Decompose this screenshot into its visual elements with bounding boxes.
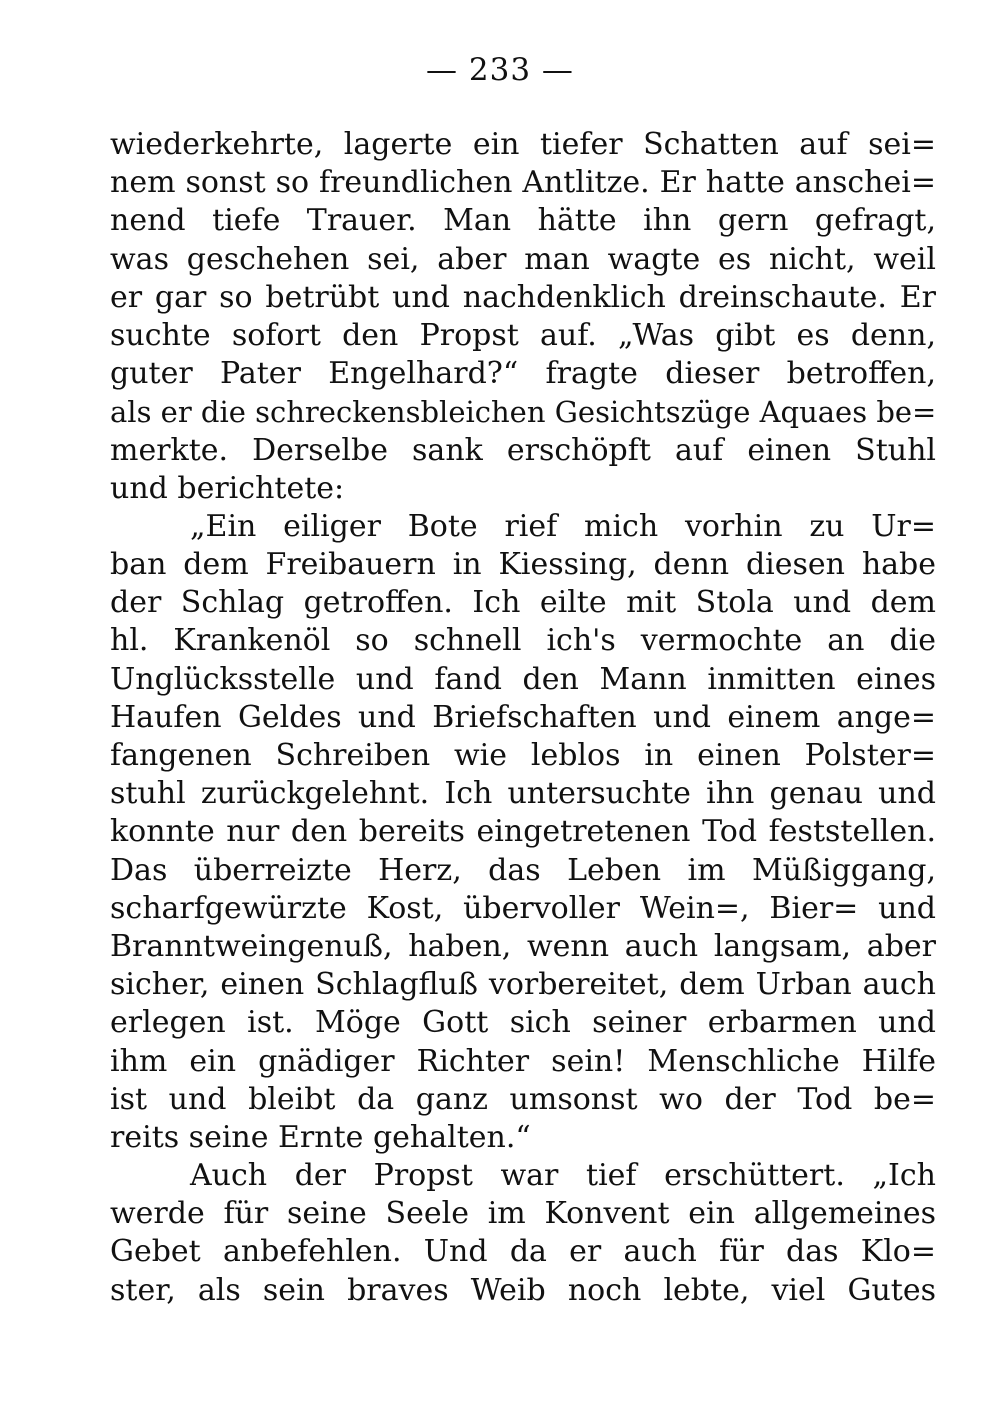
text-line: reits seine Ernte gehalten.“ xyxy=(110,1119,531,1155)
text-line: merkte. Derselbe sank erschöpft auf einen Stuhl xyxy=(110,432,936,468)
text-line: ster, als sein braves Weib noch lebte, viel Gutes xyxy=(110,1272,936,1308)
text-line: und berichtete: xyxy=(110,470,345,506)
text-line: sicher, einen Schlagfluß vorbereitet, dem Urban auch xyxy=(110,967,936,1003)
text-line: scharfgewürzte Kost, übervoller Wein=, Bier= und xyxy=(110,890,936,926)
text-line: ihm ein gnädiger Richter sein! Menschliche Hilfe xyxy=(110,1043,936,1079)
text-line: erlegen ist. Möge Gott sich seiner erbarmen und xyxy=(110,1005,936,1041)
text-line: der Schlag getroffen. Ich eilte mit Stola und dem xyxy=(110,585,936,621)
text-line: er gar so betrübt und nachdenklich dreinschaute. Er xyxy=(110,279,936,315)
text-line: werde für seine Seele im Konvent ein allgemeines xyxy=(110,1196,936,1232)
text-line: guter Pater Engelhard?“ fragte dieser betroffen, xyxy=(110,356,936,392)
text-line: stuhl zurückgelehnt. Ich untersuchte ihn genau und xyxy=(110,776,936,812)
page-number: — 233 — xyxy=(426,52,574,88)
text-line: suchte sofort den Propst auf. „Was gibt es denn, xyxy=(110,317,936,353)
text-line: Gebet anbefehlen. Und da er auch für das Klo= xyxy=(110,1234,936,1270)
text-line: was geschehen sei, aber man wagte es nicht, weil xyxy=(110,241,936,277)
text-line: Haufen Geldes und Briefschaften und einem ange= xyxy=(110,699,936,735)
text-line: Branntweingenuß, haben, wenn auch langsam, aber xyxy=(110,928,936,964)
text-line: ist und bleibt da ganz umsonst wo der Tod be= xyxy=(110,1081,936,1117)
text-line: als er die schreckensbleichen Gesichtszüge Aquaes be= xyxy=(110,395,936,430)
body-text xyxy=(110,126,936,1310)
text-line: wiederkehrte, lagerte ein tiefer Schatten auf sei= xyxy=(110,127,936,162)
text-line: konnte nur den bereits eingetretenen Tod feststellen. xyxy=(110,814,936,850)
text-line: hl. Krankenöl so schnell ich's vermochte an die xyxy=(110,623,936,659)
text-line: Das überreizte Herz, das Leben im Müßiggang, xyxy=(110,852,936,888)
text-line-paragraph-start: Auch der Propst war tief erschüttert. „Ich xyxy=(190,1158,936,1194)
text-line: nend tiefe Trauer. Man hätte ihn gern gefragt, xyxy=(110,203,936,239)
text-line: fangenen Schreiben wie leblos in einen Polster= xyxy=(110,738,936,773)
text-line-paragraph-start: „Ein eiliger Bote rief mich vorhin zu Ur= xyxy=(190,508,936,544)
text-line: nem sonst so freundlichen Antlitze. Er hatte anschei= xyxy=(110,165,936,201)
text-line: ban dem Freibauern in Kiessing, denn diesen habe xyxy=(110,547,936,583)
text-line: Unglücksstelle und fand den Mann inmitten eines xyxy=(110,661,936,697)
